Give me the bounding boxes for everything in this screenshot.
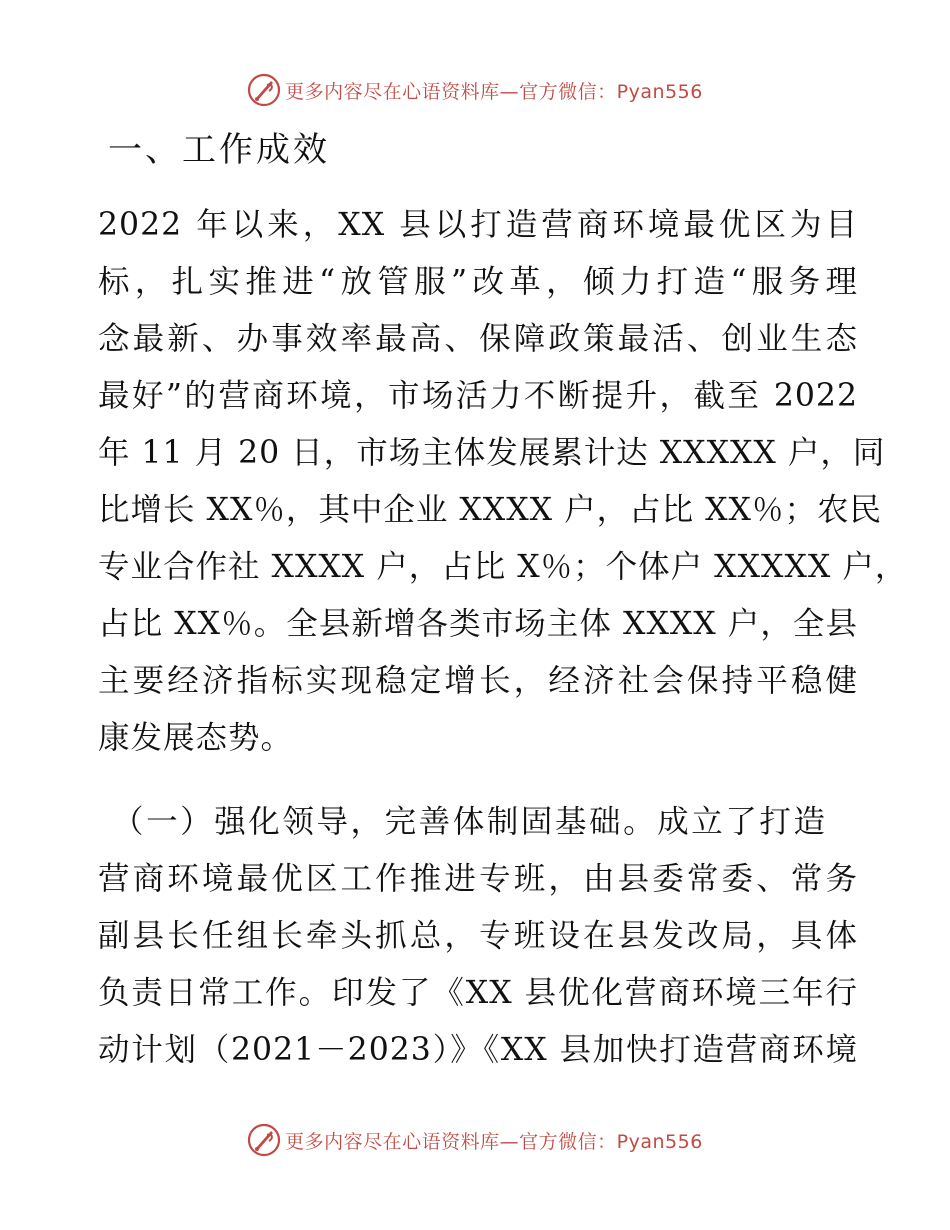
text-line: 念最新、办事效率最高、保障政策最活、创业生态 xyxy=(98,321,858,357)
text-line: 专业合作社 XXXX 户，占比 X％；个体户 XXXXX 户， xyxy=(98,549,908,585)
section-heading: 一、工作成效 xyxy=(108,130,330,170)
text-line: 动计划（2021－2023）》《XX 县加快打造营商环境 xyxy=(98,1032,858,1068)
footer-watermark xyxy=(0,1122,950,1158)
text-line: 比增长 XX％，其中企业 XXXX 户，占比 XX％；农民 xyxy=(98,492,882,528)
header-watermark xyxy=(0,72,950,108)
text-line: 标，扎实推进“放管服”改革，倾力打造“服务理 xyxy=(98,264,858,300)
text-line: 年 11 月 20 日，市场主体发展累计达 XXXXX 户，同 xyxy=(98,435,886,471)
quill-logo-icon xyxy=(247,1123,281,1157)
watermark-text: 更多内容尽在心语资料库—官方微信：Pyan556 xyxy=(285,1130,703,1153)
text-line: 2022 年以来，XX 县以打造营商环境最优区为目 xyxy=(98,207,858,243)
text-line: 营商环境最优区工作推进专班，由县委常委、常务 xyxy=(98,861,858,897)
text-line: 康发展态势。 xyxy=(98,720,294,756)
text-line: 占比 XX％。全县新增各类市场主体 XXXX 户，全县 xyxy=(98,606,858,642)
text-line: 负责日常工作。印发了《XX 县优化营商环境三年行 xyxy=(98,975,858,1011)
text-line: 最好”的营商环境，市场活力不断提升，截至 2022 xyxy=(98,378,858,414)
text-line: 副县长任组长牵头抓总，专班设在县发改局，具体 xyxy=(98,918,858,954)
quill-logo-icon xyxy=(247,73,281,107)
watermark-text: 更多内容尽在心语资料库—官方微信：Pyan556 xyxy=(285,80,703,103)
text-line: 主要经济指标实现稳定增长，经济社会保持平稳健 xyxy=(98,663,858,699)
text-line: （一）强化领导，完善体制固基础。成立了打造 xyxy=(112,804,826,840)
